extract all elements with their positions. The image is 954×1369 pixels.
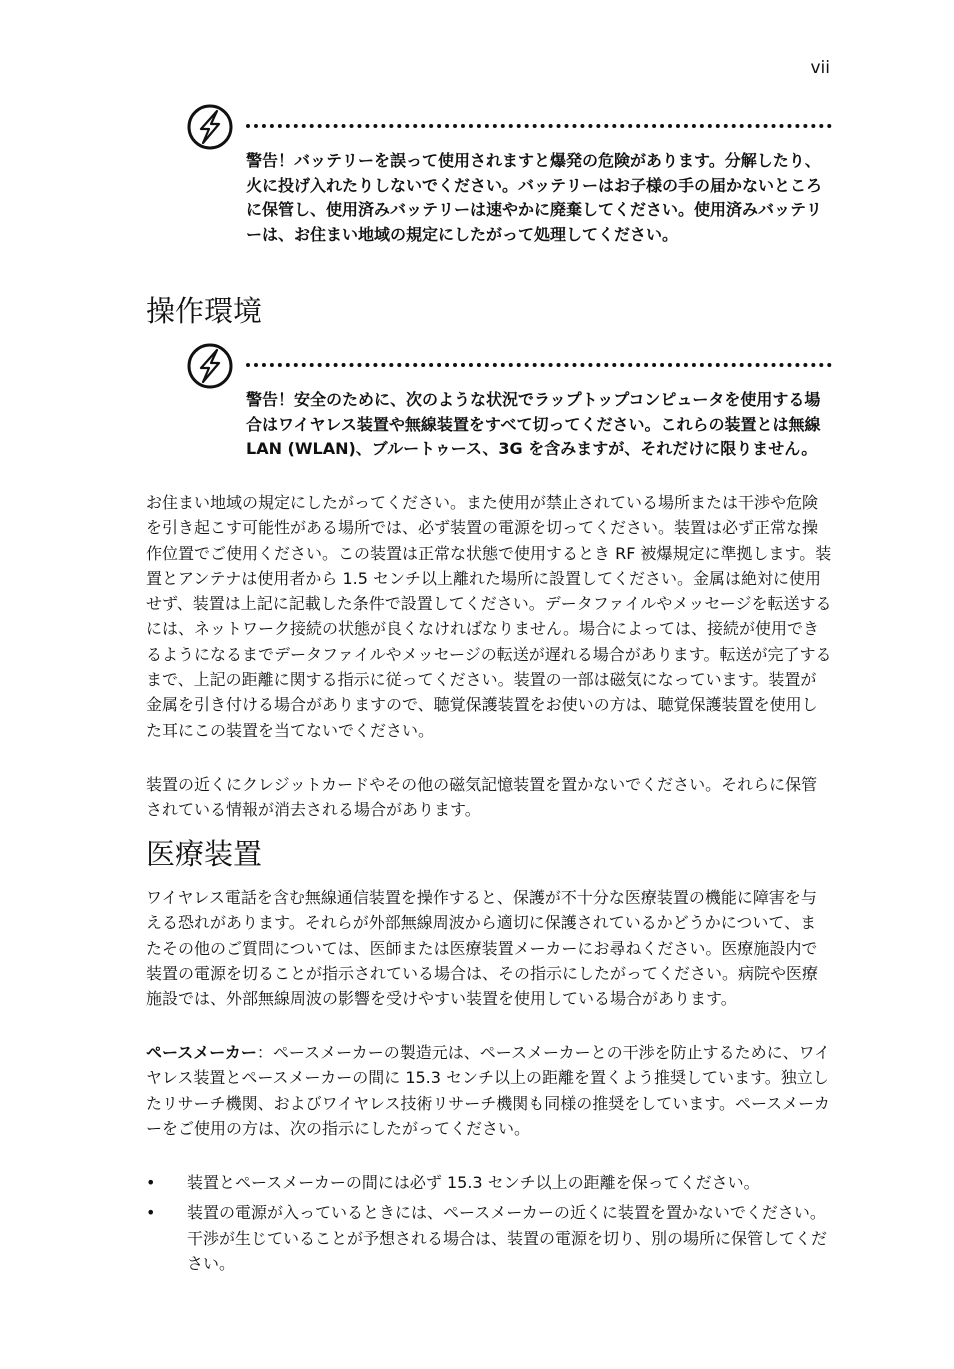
operating-paragraph-1: お住まい地域の規定にしたがってください。また使用が禁止されている場所または干渉や危険を引き起こす可能性がある場所では、必ず装置の電源を切ってください。装置は必ず正常な操作位置でご使用ください。この装置は正常な状態で使用するとき RF 被爆規定に準拠します。装置とアンテナは使用者から 1.5 センチ以上離れた場所に設置してください。金属は絶対に使用せず、装置は上記に記載した条件で設置してください。データファイルやメッセージを転送するには、ネットワーク接続の状態が良くなければなりません。場合によっては、接続が使用できるようになるまでデータファイルやメッセージの転送が遅れる場合があります。転送が完了するまで、上記の距離に関する指示に従ってください。装置の一部は磁気になっています。装置が金属を引き付ける場合がありますので、聴覚保護装置をお使いの方は、聴覚保護装置を使用した耳にこの装置を当てないでください。: [146, 493, 832, 740]
lightning-warning-icon: [186, 342, 234, 390]
pacemaker-paragraph: [146, 1040, 832, 1141]
wireless-warning: [186, 342, 832, 488]
bullet-icon: •: [146, 1203, 156, 1223]
medical-paragraph-1: ワイヤレス電話を含む無線通信装置を操作すると、保護が不十分な医療装置の機能に障害を与える恐れがあります。それらが外部無線周波から適切に保護されているかどうかについて、またその他のご質問については、医師または医療装置メーカーにお尋ねください。医療施設内で装置の電源を切ることが指示されている場合は、その指示にしたがってください。病院や医療施設では、外部無線周波の影響を受けやすい装置を使用している場合があります。: [146, 888, 819, 1009]
dotted-divider: [246, 363, 832, 367]
pacemaker-guidelines-list: [146, 1170, 836, 1276]
section-title-medical-devices: 医療装置: [146, 837, 263, 871]
pacemaker-text: ：ペースメーカーの製造元は、ペースメーカーとの干渉を防止するために、ワイヤレス装置とペースメーカーの間に 15.3 センチ以上の距離を置くよう推奨しています。独立したリサーチ機関、およびワイヤレス技術リサーチ機関も同様の推奨をしています。ペースメーカーをご使用の方は、次の指示にしたがってください。: [146, 1043, 831, 1138]
wireless-warning-text: 警告！安全のために、次のような状況でラップトップコンピュータを使用する場合はワイヤレス装置や無線装置をすべて切ってください。これらの装置とは無線 LAN (WLAN)、ブルートゥース、3G を含みますが、それだけに限りません。: [246, 390, 821, 459]
operating-paragraph-2: 装置の近くにクレジットカードやその他の磁気記憶装置を置かないでください。それらに保管されている情報が消去される場合があります。: [146, 775, 818, 820]
page-number: vii: [810, 58, 830, 78]
lightning-warning-icon: [186, 103, 234, 151]
pacemaker-label: ペースメーカー: [146, 1043, 257, 1062]
list-item: [146, 1200, 836, 1276]
list-item-text: 装置とペースメーカーの間には必ず 15.3 センチ以上の距離を保ってください。: [187, 1173, 760, 1192]
bullet-icon: •: [146, 1173, 156, 1192]
list-item: [146, 1170, 836, 1195]
section-title-operating-environment: 操作環境: [146, 294, 263, 328]
battery-warning-text: 警告！バッテリーを誤って使用されますと爆発の危険があります。分解したり、火に投げ入れたりしないでください。バッテリーはお子様の手の届かないところに保管し、使用済みバッテリーは速やかに廃棄してください。使用済みバッテリーは、お住まい地域の規定にしたがって処理してください。: [246, 151, 823, 244]
battery-warning: [186, 103, 832, 273]
dotted-divider: [246, 124, 832, 128]
list-item-text: 装置の電源が入っているときには、ペースメーカーの近くに装置を置かないでください。干渉が生じていることが予想される場合は、装置の電源を切り、別の場所に保管してください。: [187, 1203, 828, 1273]
